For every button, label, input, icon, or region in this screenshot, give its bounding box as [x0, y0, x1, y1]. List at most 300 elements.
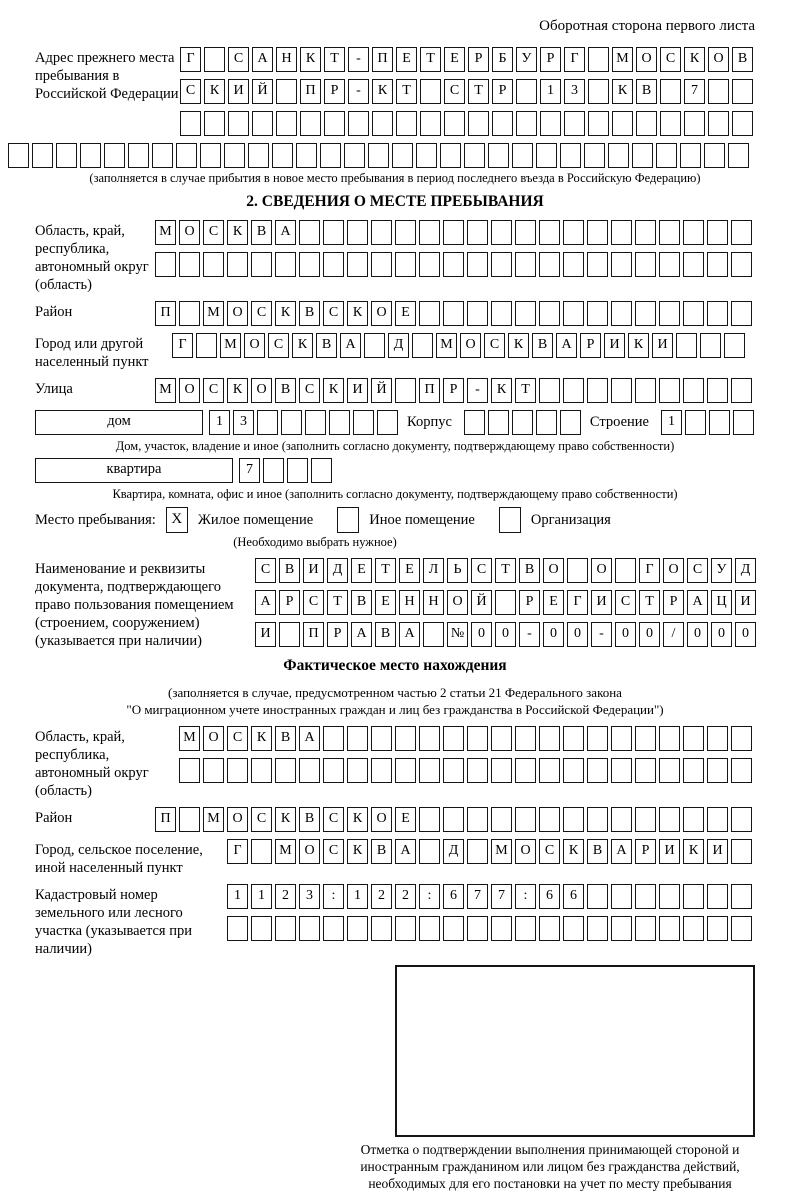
char-cell[interactable]: Г [180, 47, 201, 72]
char-cell[interactable] [611, 916, 632, 941]
char-cell[interactable]: К [275, 807, 296, 832]
char-cell[interactable] [299, 916, 320, 941]
char-cell[interactable]: Р [519, 590, 540, 615]
char-cell[interactable] [587, 726, 608, 751]
char-cell[interactable] [587, 807, 608, 832]
char-cell[interactable] [515, 220, 536, 245]
char-cell[interactable] [128, 143, 149, 168]
char-cell[interactable]: О [591, 558, 612, 583]
char-cell[interactable]: П [155, 807, 176, 832]
char-cell[interactable] [320, 143, 341, 168]
char-cell[interactable] [563, 758, 584, 783]
char-cell[interactable]: М [436, 333, 457, 358]
char-cell[interactable] [179, 758, 200, 783]
char-cell[interactable] [539, 301, 560, 326]
char-cell[interactable]: К [563, 839, 584, 864]
char-cell[interactable]: П [155, 301, 176, 326]
char-cell[interactable]: Й [371, 378, 392, 403]
char-cell[interactable] [632, 143, 653, 168]
char-cell[interactable]: К [372, 79, 393, 104]
char-cell[interactable]: О [636, 47, 657, 72]
char-cell[interactable]: С [471, 558, 492, 583]
char-cell[interactable]: 3 [233, 410, 254, 435]
char-cell[interactable] [80, 143, 101, 168]
char-cell[interactable]: С [484, 333, 505, 358]
char-cell[interactable] [635, 378, 656, 403]
char-cell[interactable] [443, 220, 464, 245]
char-cell[interactable]: 1 [251, 884, 272, 909]
char-cell[interactable] [540, 111, 561, 136]
char-cell[interactable] [324, 111, 345, 136]
char-cell[interactable] [491, 807, 512, 832]
char-cell[interactable] [395, 726, 416, 751]
char-cell[interactable] [323, 252, 344, 277]
char-cell[interactable] [587, 758, 608, 783]
char-cell[interactable]: Т [639, 590, 660, 615]
char-cell[interactable]: 1 [227, 884, 248, 909]
checkbox-organization[interactable] [499, 507, 521, 533]
char-cell[interactable]: К [323, 378, 344, 403]
char-cell[interactable]: В [351, 590, 372, 615]
char-cell[interactable] [412, 333, 433, 358]
char-cell[interactable] [348, 111, 369, 136]
char-cell[interactable] [395, 220, 416, 245]
char-cell[interactable] [323, 220, 344, 245]
char-cell[interactable] [563, 378, 584, 403]
char-cell[interactable] [419, 220, 440, 245]
char-cell[interactable] [515, 252, 536, 277]
char-cell[interactable]: О [371, 301, 392, 326]
char-cell[interactable] [104, 143, 125, 168]
char-cell[interactable]: И [347, 378, 368, 403]
char-cell[interactable] [709, 410, 730, 435]
char-cell[interactable] [491, 301, 512, 326]
char-cell[interactable] [635, 916, 656, 941]
char-cell[interactable] [536, 143, 557, 168]
char-cell[interactable] [179, 301, 200, 326]
char-cell[interactable] [491, 726, 512, 751]
char-cell[interactable]: И [652, 333, 673, 358]
char-cell[interactable]: 1 [661, 410, 682, 435]
char-cell[interactable]: А [275, 220, 296, 245]
char-cell[interactable] [733, 410, 754, 435]
char-cell[interactable]: № [447, 622, 468, 647]
char-cell[interactable]: 3 [564, 79, 585, 104]
char-cell[interactable] [155, 252, 176, 277]
char-cell[interactable] [563, 220, 584, 245]
char-cell[interactable] [563, 807, 584, 832]
char-cell[interactable]: С [615, 590, 636, 615]
char-cell[interactable] [419, 839, 440, 864]
char-cell[interactable] [272, 143, 293, 168]
char-cell[interactable] [731, 807, 752, 832]
char-cell[interactable] [251, 839, 272, 864]
char-cell[interactable] [635, 301, 656, 326]
char-cell[interactable] [467, 916, 488, 941]
char-cell[interactable]: Г [639, 558, 660, 583]
char-cell[interactable] [419, 252, 440, 277]
char-cell[interactable] [179, 252, 200, 277]
char-cell[interactable]: Р [468, 47, 489, 72]
char-cell[interactable] [300, 111, 321, 136]
char-cell[interactable] [707, 378, 728, 403]
char-cell[interactable] [227, 252, 248, 277]
char-cell[interactable]: Д [735, 558, 756, 583]
char-cell[interactable]: К [508, 333, 529, 358]
char-cell[interactable] [516, 111, 537, 136]
char-cell[interactable] [615, 558, 636, 583]
char-cell[interactable]: Т [324, 47, 345, 72]
char-cell[interactable] [443, 807, 464, 832]
char-cell[interactable] [467, 301, 488, 326]
char-cell[interactable] [707, 884, 728, 909]
char-cell[interactable] [588, 79, 609, 104]
char-cell[interactable]: 6 [539, 884, 560, 909]
char-cell[interactable]: Т [515, 378, 536, 403]
char-cell[interactable]: Н [276, 47, 297, 72]
char-cell[interactable] [395, 378, 416, 403]
char-cell[interactable]: М [179, 726, 200, 751]
char-cell[interactable]: 2 [371, 884, 392, 909]
char-cell[interactable]: К [227, 220, 248, 245]
char-cell[interactable] [724, 333, 745, 358]
char-cell[interactable] [684, 111, 705, 136]
char-cell[interactable]: Е [543, 590, 564, 615]
char-cell[interactable]: : [419, 884, 440, 909]
char-cell[interactable] [731, 758, 752, 783]
char-cell[interactable] [731, 378, 752, 403]
char-cell[interactable] [200, 143, 221, 168]
char-cell[interactable]: И [659, 839, 680, 864]
char-cell[interactable]: К [204, 79, 225, 104]
char-cell[interactable]: Е [395, 807, 416, 832]
char-cell[interactable] [587, 916, 608, 941]
char-cell[interactable]: / [663, 622, 684, 647]
char-cell[interactable]: Е [444, 47, 465, 72]
char-cell[interactable] [539, 726, 560, 751]
char-cell[interactable] [347, 758, 368, 783]
char-cell[interactable] [659, 884, 680, 909]
char-cell[interactable]: С [255, 558, 276, 583]
char-cell[interactable] [636, 111, 657, 136]
char-cell[interactable] [539, 378, 560, 403]
char-cell[interactable]: Ц [711, 590, 732, 615]
char-cell[interactable]: - [519, 622, 540, 647]
char-cell[interactable] [32, 143, 53, 168]
char-cell[interactable]: : [515, 884, 536, 909]
char-cell[interactable]: О [179, 378, 200, 403]
char-cell[interactable]: М [612, 47, 633, 72]
char-cell[interactable] [276, 79, 297, 104]
char-cell[interactable] [560, 410, 581, 435]
char-cell[interactable] [227, 758, 248, 783]
char-cell[interactable] [732, 79, 753, 104]
char-cell[interactable]: 0 [471, 622, 492, 647]
char-cell[interactable] [491, 916, 512, 941]
char-cell[interactable] [683, 252, 704, 277]
char-cell[interactable]: И [303, 558, 324, 583]
char-cell[interactable]: Е [375, 590, 396, 615]
char-cell[interactable] [683, 916, 704, 941]
char-cell[interactable] [395, 758, 416, 783]
char-cell[interactable]: О [708, 47, 729, 72]
char-cell[interactable] [683, 758, 704, 783]
char-cell[interactable] [659, 220, 680, 245]
char-cell[interactable] [704, 143, 725, 168]
char-cell[interactable]: С [299, 378, 320, 403]
char-cell[interactable] [516, 79, 537, 104]
char-cell[interactable]: Р [492, 79, 513, 104]
char-cell[interactable]: С [251, 301, 272, 326]
char-cell[interactable]: 0 [615, 622, 636, 647]
char-cell[interactable] [707, 916, 728, 941]
char-cell[interactable]: О [227, 301, 248, 326]
char-cell[interactable]: О [663, 558, 684, 583]
char-cell[interactable] [587, 378, 608, 403]
char-cell[interactable] [611, 758, 632, 783]
char-cell[interactable] [491, 220, 512, 245]
char-cell[interactable] [179, 807, 200, 832]
char-cell[interactable] [539, 758, 560, 783]
char-cell[interactable] [423, 622, 444, 647]
char-cell[interactable] [419, 916, 440, 941]
char-cell[interactable]: С [323, 807, 344, 832]
char-cell[interactable] [685, 410, 706, 435]
char-cell[interactable] [372, 111, 393, 136]
char-cell[interactable] [635, 758, 656, 783]
char-cell[interactable] [515, 726, 536, 751]
char-cell[interactable] [299, 220, 320, 245]
char-cell[interactable] [676, 333, 697, 358]
char-cell[interactable]: 7 [467, 884, 488, 909]
char-cell[interactable] [512, 143, 533, 168]
char-cell[interactable] [608, 143, 629, 168]
char-cell[interactable]: С [303, 590, 324, 615]
char-cell[interactable] [371, 252, 392, 277]
char-cell[interactable]: К [251, 726, 272, 751]
char-cell[interactable] [419, 726, 440, 751]
char-cell[interactable] [707, 220, 728, 245]
char-cell[interactable]: С [251, 807, 272, 832]
char-cell[interactable] [659, 301, 680, 326]
char-cell[interactable] [443, 758, 464, 783]
char-cell[interactable]: 0 [687, 622, 708, 647]
char-cell[interactable] [347, 220, 368, 245]
char-cell[interactable]: В [279, 558, 300, 583]
char-cell[interactable] [329, 410, 350, 435]
char-cell[interactable]: 6 [443, 884, 464, 909]
char-cell[interactable] [420, 79, 441, 104]
char-cell[interactable] [708, 111, 729, 136]
char-cell[interactable] [539, 916, 560, 941]
char-cell[interactable]: Н [423, 590, 444, 615]
char-cell[interactable]: К [628, 333, 649, 358]
char-cell[interactable]: К [275, 301, 296, 326]
char-cell[interactable]: П [419, 378, 440, 403]
char-cell[interactable]: Г [227, 839, 248, 864]
char-cell[interactable] [660, 111, 681, 136]
char-cell[interactable] [560, 143, 581, 168]
char-cell[interactable] [180, 111, 201, 136]
char-cell[interactable]: О [227, 807, 248, 832]
char-cell[interactable]: О [460, 333, 481, 358]
char-cell[interactable]: А [252, 47, 273, 72]
char-cell[interactable]: У [516, 47, 537, 72]
char-cell[interactable]: М [220, 333, 241, 358]
char-cell[interactable]: И [735, 590, 756, 615]
char-cell[interactable] [419, 301, 440, 326]
char-cell[interactable] [275, 916, 296, 941]
checkbox-residential-premises[interactable]: X [166, 507, 188, 533]
char-cell[interactable] [203, 758, 224, 783]
char-cell[interactable] [443, 252, 464, 277]
char-cell[interactable] [659, 807, 680, 832]
char-cell[interactable] [204, 47, 225, 72]
char-cell[interactable] [196, 333, 217, 358]
char-cell[interactable] [464, 410, 485, 435]
char-cell[interactable] [464, 143, 485, 168]
char-cell[interactable] [612, 111, 633, 136]
char-cell[interactable]: 1 [209, 410, 230, 435]
char-cell[interactable] [731, 252, 752, 277]
char-cell[interactable] [587, 884, 608, 909]
char-cell[interactable] [299, 252, 320, 277]
char-cell[interactable]: К [491, 378, 512, 403]
char-cell[interactable] [588, 111, 609, 136]
char-cell[interactable] [683, 726, 704, 751]
char-cell[interactable] [444, 111, 465, 136]
char-cell[interactable] [635, 252, 656, 277]
char-cell[interactable] [707, 252, 728, 277]
char-cell[interactable]: Б [492, 47, 513, 72]
char-cell[interactable] [515, 758, 536, 783]
char-cell[interactable] [659, 252, 680, 277]
char-cell[interactable] [515, 916, 536, 941]
char-cell[interactable]: Й [252, 79, 273, 104]
char-cell[interactable]: В [316, 333, 337, 358]
char-cell[interactable]: И [707, 839, 728, 864]
char-cell[interactable]: - [467, 378, 488, 403]
char-cell[interactable]: Г [172, 333, 193, 358]
char-cell[interactable] [611, 884, 632, 909]
char-cell[interactable]: И [604, 333, 625, 358]
char-cell[interactable]: А [395, 839, 416, 864]
char-cell[interactable] [731, 220, 752, 245]
char-cell[interactable]: Т [396, 79, 417, 104]
char-cell[interactable]: М [275, 839, 296, 864]
char-cell[interactable] [311, 458, 332, 483]
char-cell[interactable]: К [300, 47, 321, 72]
house-type-box[interactable]: дом [35, 410, 203, 435]
char-cell[interactable]: В [299, 807, 320, 832]
char-cell[interactable] [203, 252, 224, 277]
char-cell[interactable]: Р [324, 79, 345, 104]
char-cell[interactable] [467, 252, 488, 277]
char-cell[interactable]: И [591, 590, 612, 615]
char-cell[interactable]: 0 [735, 622, 756, 647]
char-cell[interactable]: К [347, 301, 368, 326]
char-cell[interactable] [683, 884, 704, 909]
char-cell[interactable] [611, 378, 632, 403]
char-cell[interactable] [416, 143, 437, 168]
char-cell[interactable]: М [203, 807, 224, 832]
char-cell[interactable]: Н [399, 590, 420, 615]
char-cell[interactable] [563, 252, 584, 277]
char-cell[interactable] [563, 726, 584, 751]
char-cell[interactable] [539, 252, 560, 277]
char-cell[interactable]: Г [564, 47, 585, 72]
char-cell[interactable]: О [244, 333, 265, 358]
char-cell[interactable] [683, 807, 704, 832]
char-cell[interactable] [419, 807, 440, 832]
char-cell[interactable]: В [275, 378, 296, 403]
char-cell[interactable]: В [371, 839, 392, 864]
char-cell[interactable] [371, 220, 392, 245]
char-cell[interactable] [353, 410, 374, 435]
char-cell[interactable]: К [684, 47, 705, 72]
char-cell[interactable]: С [323, 301, 344, 326]
char-cell[interactable]: Д [388, 333, 409, 358]
char-cell[interactable]: А [399, 622, 420, 647]
char-cell[interactable] [287, 458, 308, 483]
char-cell[interactable] [656, 143, 677, 168]
char-cell[interactable] [536, 410, 557, 435]
char-cell[interactable]: 1 [347, 884, 368, 909]
char-cell[interactable] [275, 252, 296, 277]
char-cell[interactable]: С [323, 839, 344, 864]
char-cell[interactable] [708, 79, 729, 104]
char-cell[interactable] [488, 410, 509, 435]
char-cell[interactable]: 1 [540, 79, 561, 104]
char-cell[interactable]: О [515, 839, 536, 864]
char-cell[interactable]: К [347, 839, 368, 864]
char-cell[interactable]: С [203, 220, 224, 245]
char-cell[interactable]: П [300, 79, 321, 104]
char-cell[interactable]: Л [423, 558, 444, 583]
char-cell[interactable]: 7 [239, 458, 260, 483]
char-cell[interactable]: А [255, 590, 276, 615]
char-cell[interactable]: Г [567, 590, 588, 615]
char-cell[interactable] [263, 458, 284, 483]
char-cell[interactable]: М [155, 378, 176, 403]
char-cell[interactable] [8, 143, 29, 168]
char-cell[interactable]: С [180, 79, 201, 104]
char-cell[interactable] [700, 333, 721, 358]
char-cell[interactable] [731, 839, 752, 864]
char-cell[interactable]: С [687, 558, 708, 583]
char-cell[interactable] [563, 301, 584, 326]
char-cell[interactable] [731, 301, 752, 326]
char-cell[interactable] [251, 252, 272, 277]
char-cell[interactable]: 2 [395, 884, 416, 909]
char-cell[interactable]: Е [351, 558, 372, 583]
char-cell[interactable] [659, 726, 680, 751]
apartment-type-box[interactable]: квартира [35, 458, 233, 483]
char-cell[interactable]: М [155, 220, 176, 245]
char-cell[interactable] [443, 916, 464, 941]
char-cell[interactable] [275, 758, 296, 783]
char-cell[interactable] [395, 252, 416, 277]
char-cell[interactable] [467, 220, 488, 245]
char-cell[interactable]: Ь [447, 558, 468, 583]
char-cell[interactable]: Р [327, 622, 348, 647]
char-cell[interactable]: Р [663, 590, 684, 615]
char-cell[interactable]: 6 [563, 884, 584, 909]
char-cell[interactable]: 0 [543, 622, 564, 647]
char-cell[interactable] [468, 111, 489, 136]
char-cell[interactable]: Й [471, 590, 492, 615]
char-cell[interactable] [251, 916, 272, 941]
